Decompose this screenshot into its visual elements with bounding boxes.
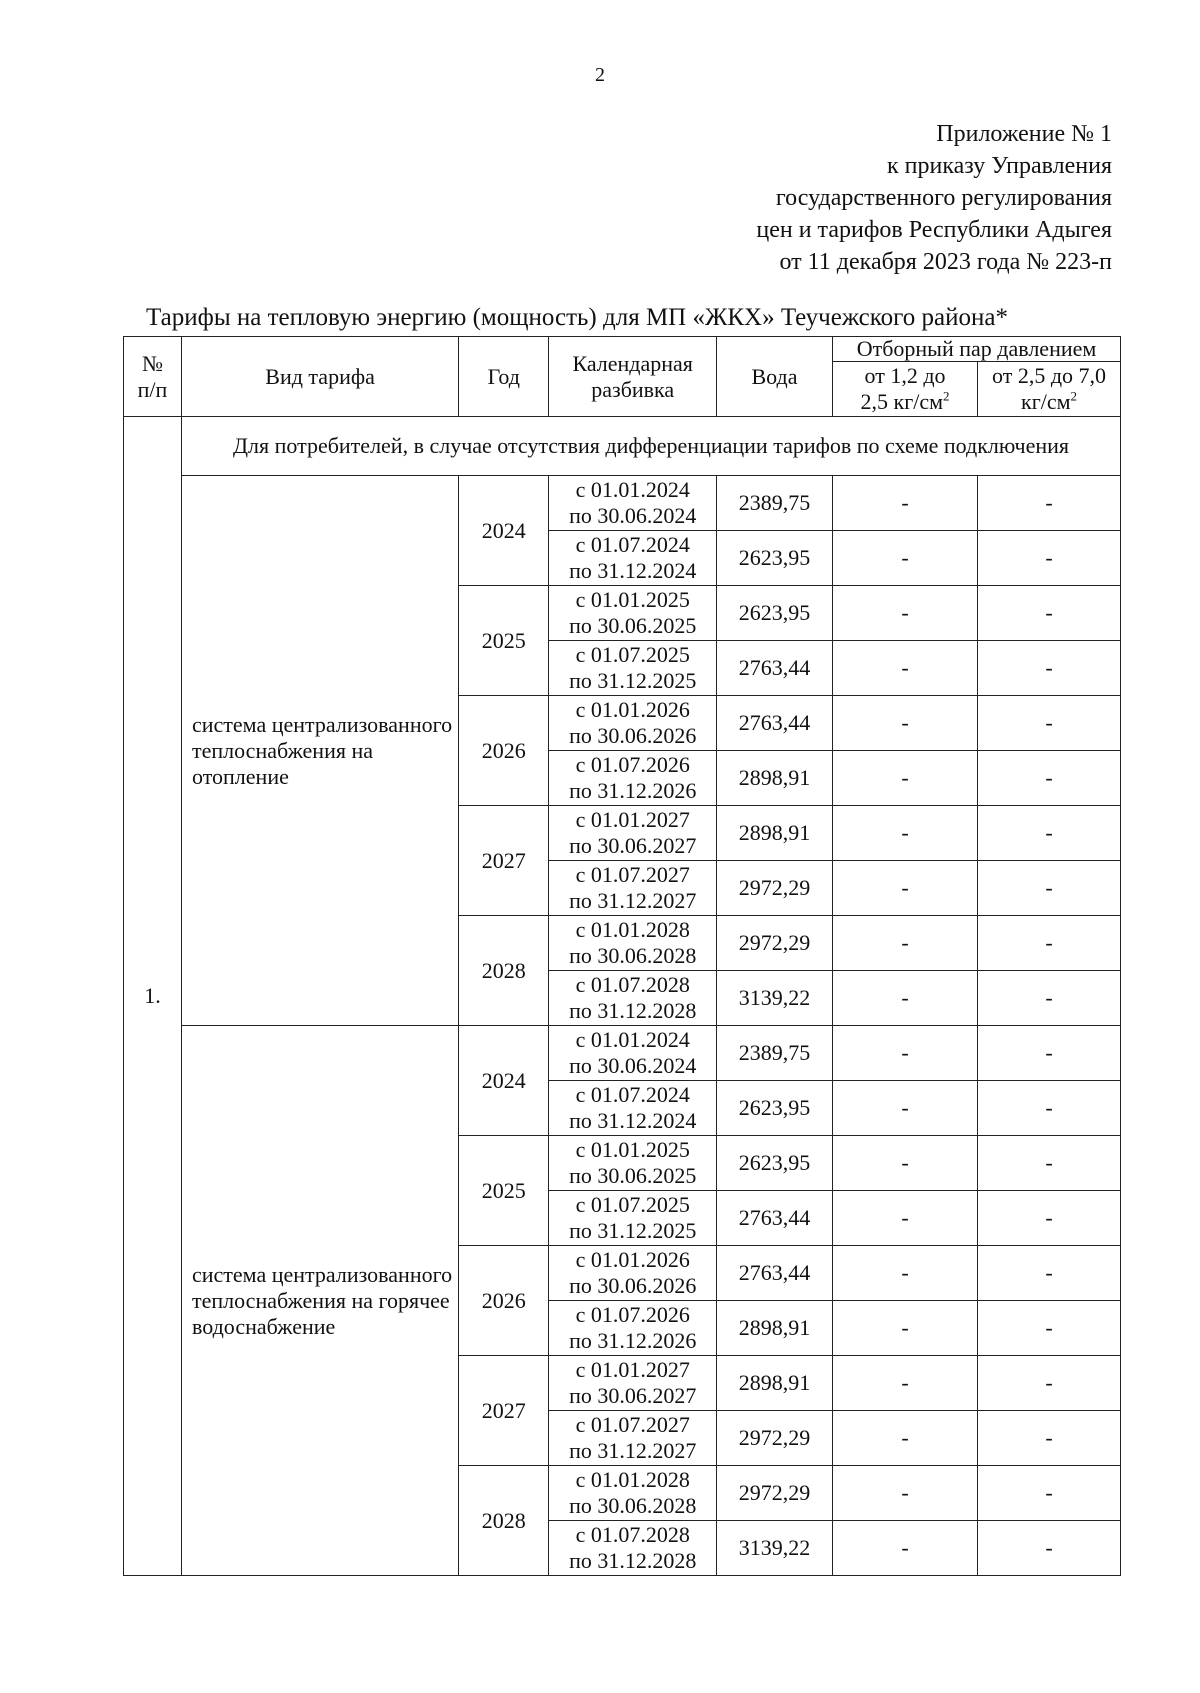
header-year: Год	[459, 337, 549, 417]
table-row	[124, 476, 1121, 531]
appendix-line: к приказу Управления	[886, 153, 1112, 179]
year-cell: 2024	[459, 476, 549, 586]
period-cell	[549, 1301, 717, 1356]
period-cell	[549, 1521, 717, 1576]
steam-low-cell: -	[833, 1246, 978, 1301]
header-water: Вода	[717, 337, 833, 417]
water-tariff-cell: 3139,22	[717, 971, 833, 1026]
header-calendar-line2: разбивка	[591, 376, 675, 402]
steam-low-cell: -	[833, 586, 978, 641]
steam-low-cell: -	[833, 916, 978, 971]
steam-low-cell: -	[833, 971, 978, 1026]
appendix-line: от 11 декабря 2023 года № 223-п	[779, 249, 1112, 275]
tariff-kind-cell: система централизованного теплоснабжения на отопление	[182, 476, 459, 1026]
water-tariff-cell: 2389,75	[717, 476, 833, 531]
period-from: с 01.07.2025	[575, 642, 690, 667]
water-tariff-cell: 2623,95	[717, 1136, 833, 1191]
steam-high-cell: -	[978, 806, 1121, 861]
page-number: 2	[595, 64, 605, 86]
period-to: по 31.12.2026	[569, 778, 697, 803]
steam-high-cell: -	[978, 916, 1121, 971]
period-to: по 30.06.2027	[569, 833, 697, 858]
period-cell	[549, 1191, 717, 1246]
header-tariff-kind: Вид тарифа	[182, 337, 459, 417]
period-from: с 01.01.2025	[575, 1137, 690, 1162]
period-from: с 01.01.2028	[575, 1467, 690, 1492]
water-tariff-cell: 2898,91	[717, 1356, 833, 1411]
steam-low-cell: -	[833, 1521, 978, 1576]
water-tariff-cell: 2898,91	[717, 751, 833, 806]
steam-high-cell: -	[978, 1301, 1121, 1356]
header-calendar	[549, 337, 717, 417]
steam-high-cell: -	[978, 1411, 1121, 1466]
period-cell	[549, 861, 717, 916]
note-row	[124, 417, 1121, 476]
header-calendar-line1: Календарная	[572, 350, 693, 376]
period-cell	[549, 531, 717, 586]
tariff-kind-cell: система централизованного теплоснабжения на горячее водоснабжение	[182, 1026, 459, 1576]
period-to: по 31.12.2025	[569, 668, 697, 693]
steam-high-cell: -	[978, 1191, 1121, 1246]
steam-high-cell: -	[978, 531, 1121, 586]
period-to: по 31.12.2025	[569, 1218, 697, 1243]
period-from: с 01.01.2026	[575, 697, 690, 722]
period-cell	[549, 1246, 717, 1301]
header-number	[124, 337, 182, 417]
row-number: 1.	[124, 417, 182, 1576]
period-to: по 30.06.2028	[569, 1493, 697, 1518]
steam-low-cell: -	[833, 476, 978, 531]
steam-high-cell: -	[978, 476, 1121, 531]
period-cell	[549, 751, 717, 806]
period-cell	[549, 971, 717, 1026]
steam-high-cell: -	[978, 1246, 1121, 1301]
period-from: с 01.07.2028	[575, 1522, 690, 1547]
period-cell	[549, 476, 717, 531]
steam-low-cell: -	[833, 1466, 978, 1521]
appendix-line: цен и тарифов Республики Адыгея	[756, 217, 1112, 243]
period-from: с 01.07.2026	[575, 752, 690, 777]
year-cell: 2024	[459, 1026, 549, 1136]
water-tariff-cell: 2898,91	[717, 1301, 833, 1356]
steam-high-cell: -	[978, 1136, 1121, 1191]
period-cell	[549, 1356, 717, 1411]
steam-low-cell: -	[833, 1411, 978, 1466]
year-cell: 2025	[459, 1136, 549, 1246]
steam-low-cell: -	[833, 1191, 978, 1246]
period-from: с 01.01.2026	[575, 1247, 690, 1272]
steam-high-cell: -	[978, 1521, 1121, 1576]
period-from: с 01.01.2024	[575, 1027, 690, 1052]
table-row	[124, 1026, 1121, 1081]
period-to: по 30.06.2028	[569, 943, 697, 968]
steam-low-cell: -	[833, 751, 978, 806]
water-tariff-cell: 2972,29	[717, 861, 833, 916]
period-cell	[549, 806, 717, 861]
year-cell: 2028	[459, 1466, 549, 1576]
appendix-header	[756, 118, 1112, 278]
period-to: по 30.06.2024	[569, 1053, 697, 1078]
steam-low-cell: -	[833, 806, 978, 861]
water-tariff-cell: 2623,95	[717, 1081, 833, 1136]
water-tariff-cell: 2972,29	[717, 916, 833, 971]
year-cell: 2027	[459, 1356, 549, 1466]
period-to: по 31.12.2026	[569, 1328, 697, 1353]
steam-low-cell: -	[833, 696, 978, 751]
steam-high-cell: -	[978, 586, 1121, 641]
period-cell	[549, 1136, 717, 1191]
period-cell	[549, 1081, 717, 1136]
period-to: по 31.12.2027	[569, 888, 697, 913]
header-steam-high-line1: от 2,5 до 7,0	[992, 363, 1107, 388]
year-cell: 2026	[459, 1246, 549, 1356]
period-to: по 30.06.2025	[569, 1163, 697, 1188]
period-from: с 01.01.2027	[575, 807, 690, 832]
period-from: с 01.01.2028	[575, 917, 690, 942]
water-tariff-cell: 2898,91	[717, 806, 833, 861]
period-cell	[549, 1026, 717, 1081]
steam-low-cell: -	[833, 1081, 978, 1136]
steam-low-cell: -	[833, 531, 978, 586]
header-steam: Отборный пар давлением	[833, 337, 1121, 362]
steam-high-cell: -	[978, 1026, 1121, 1081]
period-to: по 30.06.2027	[569, 1383, 697, 1408]
steam-high-cell: -	[978, 971, 1121, 1026]
water-tariff-cell: 2972,29	[717, 1411, 833, 1466]
period-from: с 01.01.2024	[575, 477, 690, 502]
water-tariff-cell: 2763,44	[717, 696, 833, 751]
steam-high-cell: -	[978, 1081, 1121, 1136]
period-cell	[549, 1466, 717, 1521]
header-steam-high-line2: $кг/см^2$	[1021, 388, 1078, 414]
period-cell	[549, 1411, 717, 1466]
period-from: с 01.07.2025	[575, 1192, 690, 1217]
steam-high-cell: -	[978, 1356, 1121, 1411]
appendix-line: Приложение № 1	[936, 121, 1112, 147]
year-cell: 2028	[459, 916, 549, 1026]
year-cell: 2025	[459, 586, 549, 696]
water-tariff-cell: 2623,95	[717, 531, 833, 586]
steam-high-cell: -	[978, 751, 1121, 806]
header-steam-low-line2: 2,5 $кг/см^2$	[860, 388, 950, 414]
period-to: по 30.06.2026	[569, 723, 697, 748]
header-steam-high	[978, 362, 1121, 417]
header-steam-low-line1: от 1,2 до	[864, 363, 946, 388]
period-to: по 31.12.2028	[569, 998, 697, 1023]
steam-low-cell: -	[833, 1356, 978, 1411]
period-to: по 30.06.2026	[569, 1273, 697, 1298]
steam-low-cell: -	[833, 861, 978, 916]
year-cell: 2027	[459, 806, 549, 916]
period-from: с 01.07.2027	[575, 862, 690, 887]
period-from: с 01.01.2027	[575, 1357, 690, 1382]
period-cell	[549, 641, 717, 696]
water-tariff-cell: 2763,44	[717, 1246, 833, 1301]
period-to: по 30.06.2024	[569, 503, 697, 528]
period-cell	[549, 916, 717, 971]
water-tariff-cell: 3139,22	[717, 1521, 833, 1576]
header-steam-low	[833, 362, 978, 417]
note-cell: Для потребителей, в случае отсутствия дифференциации тарифов по схеме подключения	[182, 417, 1121, 476]
water-tariff-cell: 2389,75	[717, 1026, 833, 1081]
period-to: по 31.12.2024	[569, 1108, 697, 1133]
document-title: Тарифы на тепловую энергию (мощность) для МП «ЖКХ» Теучежского района*	[146, 304, 1008, 331]
period-from: с 01.07.2027	[575, 1412, 690, 1437]
period-cell	[549, 696, 717, 751]
appendix-line: государственного регулирования	[775, 185, 1112, 211]
steam-high-cell: -	[978, 641, 1121, 696]
steam-low-cell: -	[833, 1026, 978, 1081]
header-number-line2: п/п	[137, 376, 168, 402]
period-to: по 31.12.2027	[569, 1438, 697, 1463]
period-to: по 30.06.2025	[569, 613, 697, 638]
header-number-line1: №	[142, 350, 163, 376]
steam-low-cell: -	[833, 641, 978, 696]
water-tariff-cell: 2763,44	[717, 1191, 833, 1246]
year-cell: 2026	[459, 696, 549, 806]
steam-low-cell: -	[833, 1301, 978, 1356]
water-tariff-cell: 2972,29	[717, 1466, 833, 1521]
period-from: с 01.07.2024	[575, 532, 690, 557]
tariff-table	[123, 336, 1121, 1576]
period-to: по 31.12.2024	[569, 558, 697, 583]
period-from: с 01.07.2026	[575, 1302, 690, 1327]
period-cell	[549, 586, 717, 641]
period-from: с 01.01.2025	[575, 587, 690, 612]
period-to: по 31.12.2028	[569, 1548, 697, 1573]
steam-high-cell: -	[978, 1466, 1121, 1521]
period-from: с 01.07.2028	[575, 972, 690, 997]
steam-high-cell: -	[978, 696, 1121, 751]
water-tariff-cell: 2763,44	[717, 641, 833, 696]
steam-low-cell: -	[833, 1136, 978, 1191]
period-from: с 01.07.2024	[575, 1082, 690, 1107]
steam-high-cell: -	[978, 861, 1121, 916]
water-tariff-cell: 2623,95	[717, 586, 833, 641]
